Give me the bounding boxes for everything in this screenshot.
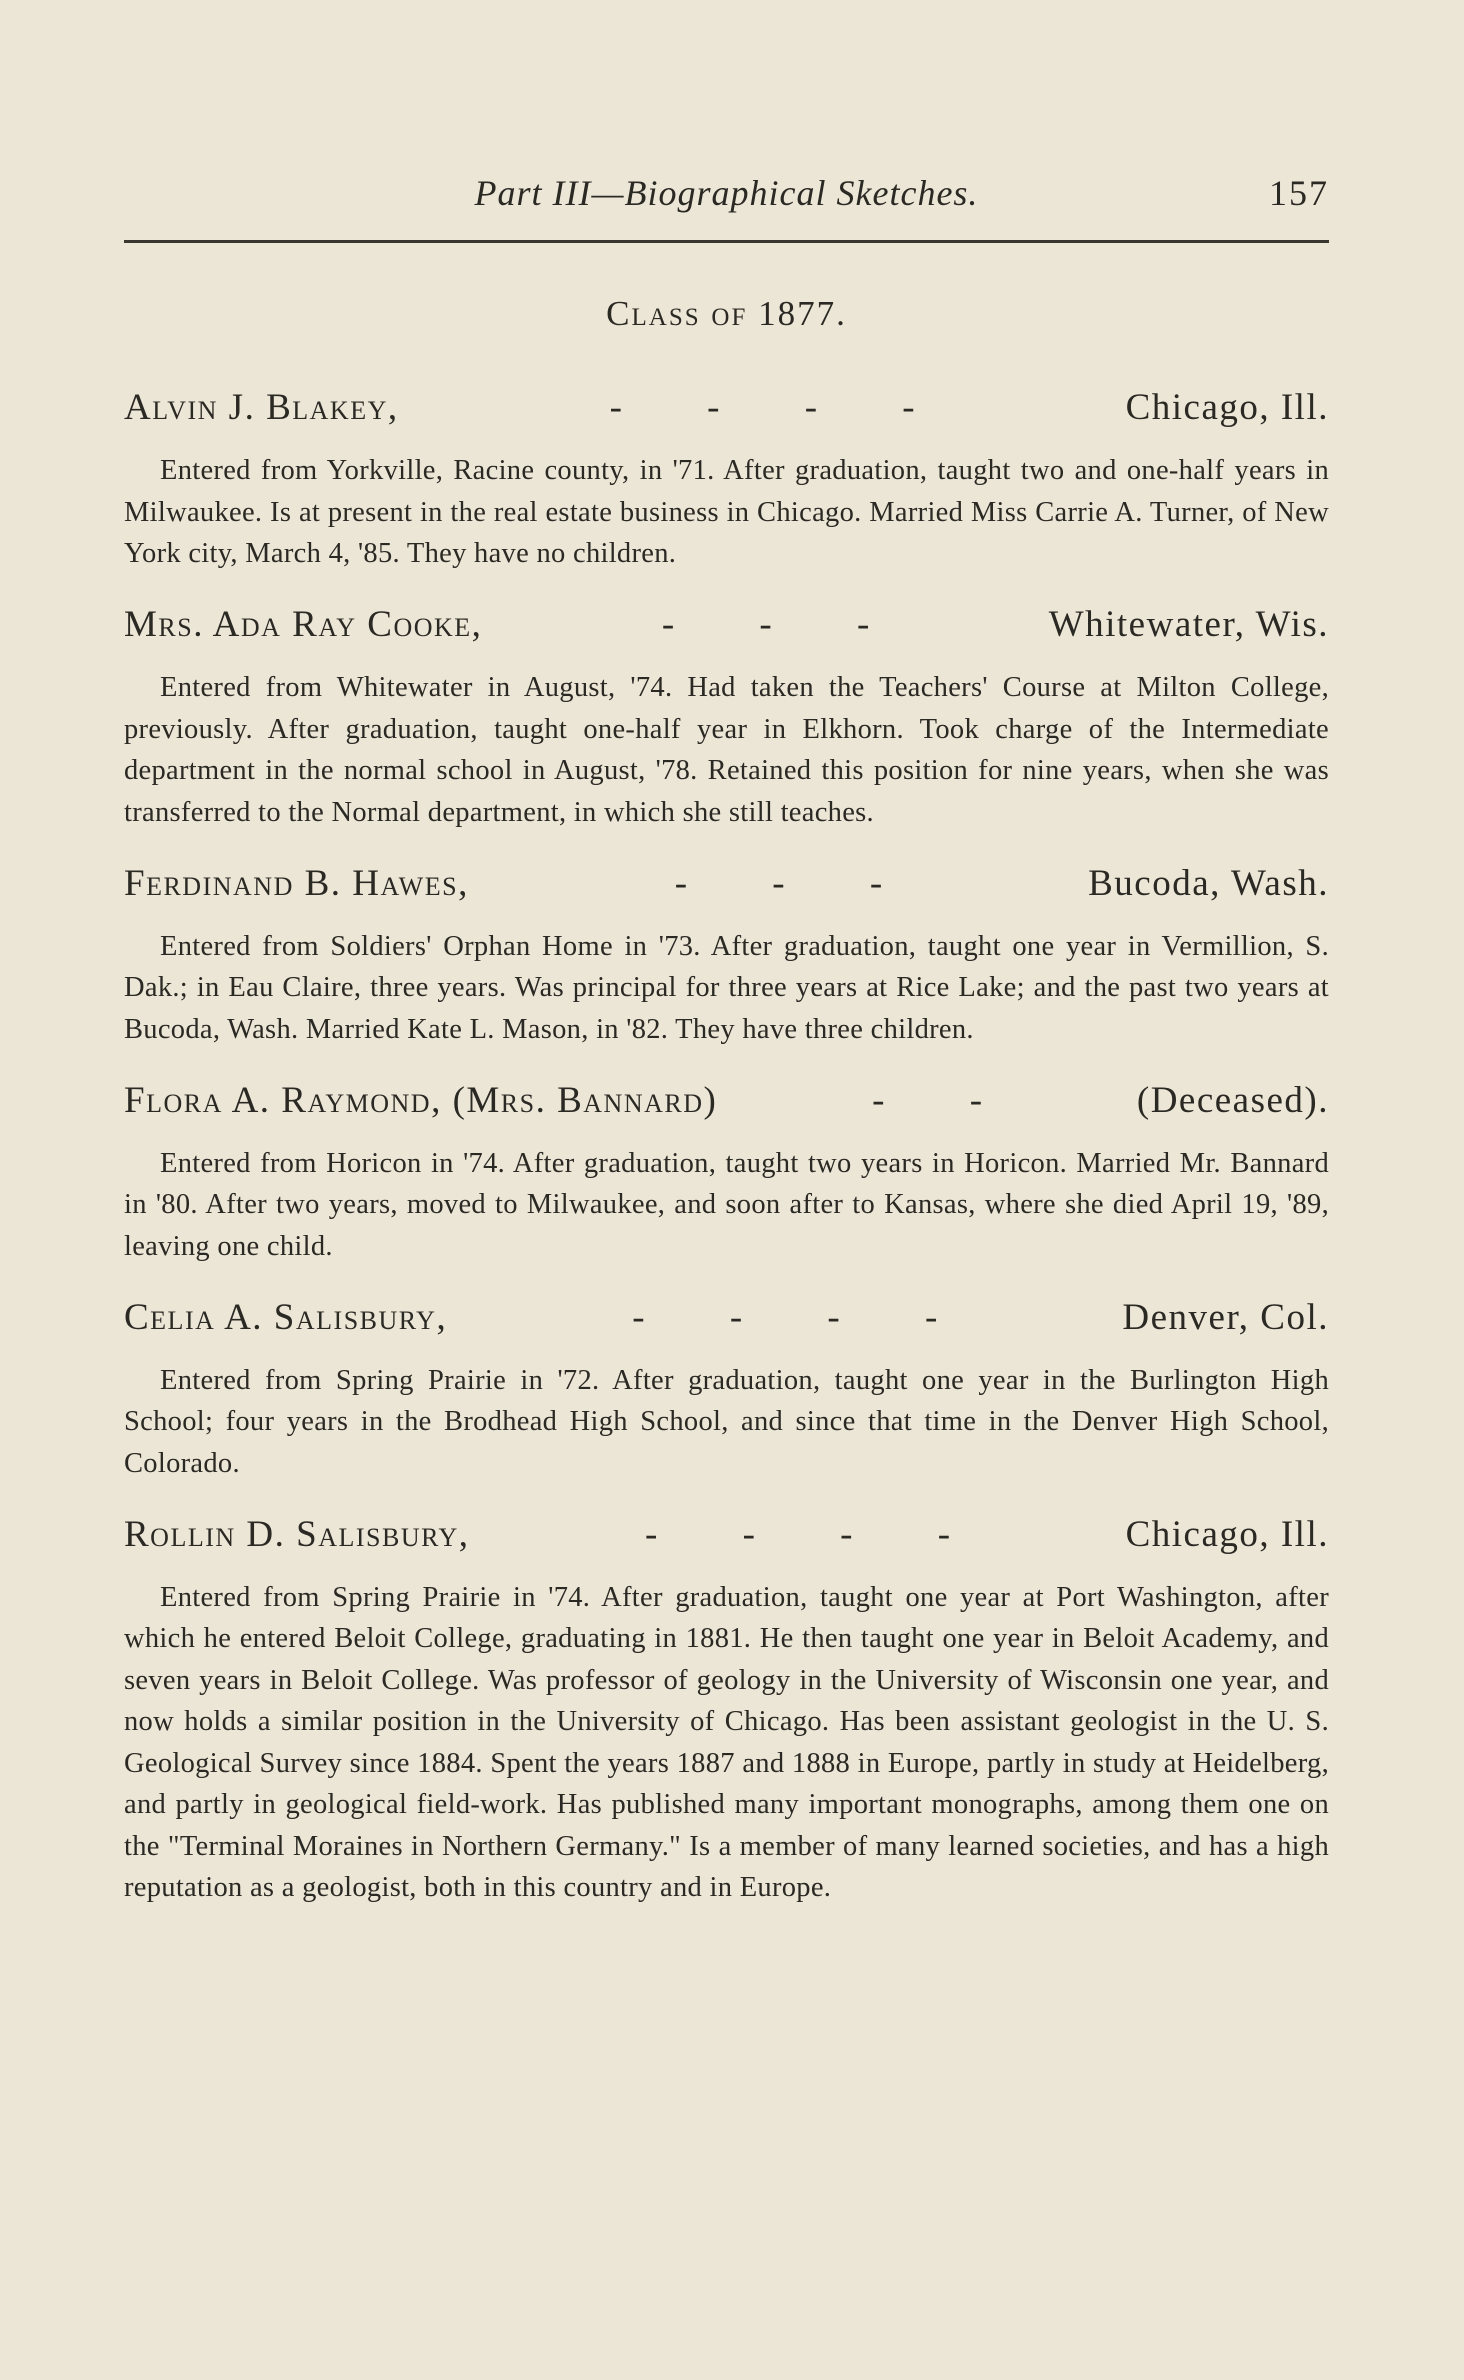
entry-celia-salisbury: [124, 1296, 1329, 1485]
entry-dashes: - - - -: [645, 1513, 989, 1555]
entry-place: Chicago, Ill.: [1125, 387, 1329, 428]
entry-dashes: - - - -: [609, 387, 953, 428]
entry-text: Entered from Soldiers' Orphan Home in '73. After graduation, taught one year in Vermillion, S. Dak.; in Eau Claire, three years. Was principal for three years at Rice Lake; and the past two years at Bucoda, Wash. Married Kate L. Mason, in '82. They have three children.: [124, 930, 1329, 1045]
entry-heading: [124, 1513, 1329, 1571]
entry-text: Entered from Spring Prairie in '74. After graduation, taught one year at Port Washington, after which he entered Beloit College, graduating in 1881. He then taught one year in Beloit Academy, and seven years in Beloit College. Was professor of geology in the University of Wisconsin one year, and now holds a similar position in the University of Chicago. Has been assistant geologist in the U. S. Geological Survey since 1884. Spent the years 1887 and 1888 in Europe, partly in study at Heidelberg, and partly in geological field-work. Has published many important monographs, among them one on the "Terminal Moraines in Northern Germany." Is a member of many learned societies, and has a high reputation as a geologist, both in this country and in Europe.: [124, 1581, 1329, 1903]
entry-place: Bucoda, Wash.: [1088, 862, 1329, 904]
entry-place: Chicago, Ill.: [1125, 1513, 1329, 1555]
entry-ada-ray-cooke: [124, 603, 1329, 833]
entry-rollin-salisbury: [124, 1513, 1329, 1909]
entry-ferdinand-hawes: [124, 862, 1329, 1051]
entry-heading: [124, 1296, 1329, 1354]
entry-heading: [124, 1079, 1329, 1137]
entry-text: Entered from Spring Prairie in '72. After graduation, taught one year in the Burlington High School; four years in the Brodhead High School, and since that time in the Denver High School, Colorado.: [124, 1364, 1329, 1479]
entry-flora-raymond: [124, 1079, 1329, 1268]
entry-text: Entered from Yorkville, Racine county, in '71. After graduation, taught two and one-half years in Milwaukee. Is at present in the real estate business in Chicago. Married Miss Carrie A. Turner, of New York city, March 4, '85. They have no children.: [124, 455, 1329, 569]
header-rule: [124, 240, 1329, 243]
entry-heading: [124, 386, 1329, 444]
running-head: [124, 168, 1329, 220]
entry-dashes: - - -: [661, 604, 908, 645]
entry-dashes: - - - -: [632, 1296, 976, 1338]
class-heading: Class of 1877.: [606, 294, 847, 333]
entry-dashes: - - -: [674, 862, 921, 904]
entry-place: Denver, Col.: [1122, 1296, 1329, 1338]
page-number: 157: [1269, 173, 1329, 213]
entry-place: (Deceased).: [1136, 1079, 1329, 1121]
entry-heading: [124, 862, 1329, 920]
running-title: Part III—Biographical Sketches.: [474, 173, 979, 213]
entry-place: Whitewater, Wis.: [1048, 604, 1329, 645]
entry-text: Entered from Horicon in '74. After graduation, taught two years in Horicon. Married Mr. Bannard in '80. After two years, moved to Milwaukee, and soon after to Kansas, where she died April 19, '89, leaving one child.: [124, 1147, 1329, 1262]
entry-name: Ferdinand B. Hawes,: [124, 862, 469, 904]
entry-text: Entered from Whitewater in August, '74. Had taken the Teachers' Course at Milton College, previously. After graduation, taught one-half year in Elkhorn. Took charge of the Intermediate department in the normal school in August, '78. Retained this position for nine years, when she was transferred to the Normal department, in which she still teaches.: [124, 672, 1329, 828]
entries-list: [124, 386, 1329, 1937]
entry-name: Mrs. Ada Ray Cooke,: [124, 604, 483, 645]
entry-dashes: - -: [872, 1079, 1021, 1121]
entry-heading: [124, 603, 1329, 661]
entry-alvin-blakey: [124, 386, 1329, 575]
entry-name: Rollin D. Salisbury,: [124, 1513, 470, 1555]
entry-name: Alvin J. Blakey,: [124, 387, 399, 428]
entry-name: Celia A. Salisbury,: [124, 1296, 448, 1338]
entry-name: Flora A. Raymond, (Mrs. Bannard): [124, 1079, 718, 1121]
